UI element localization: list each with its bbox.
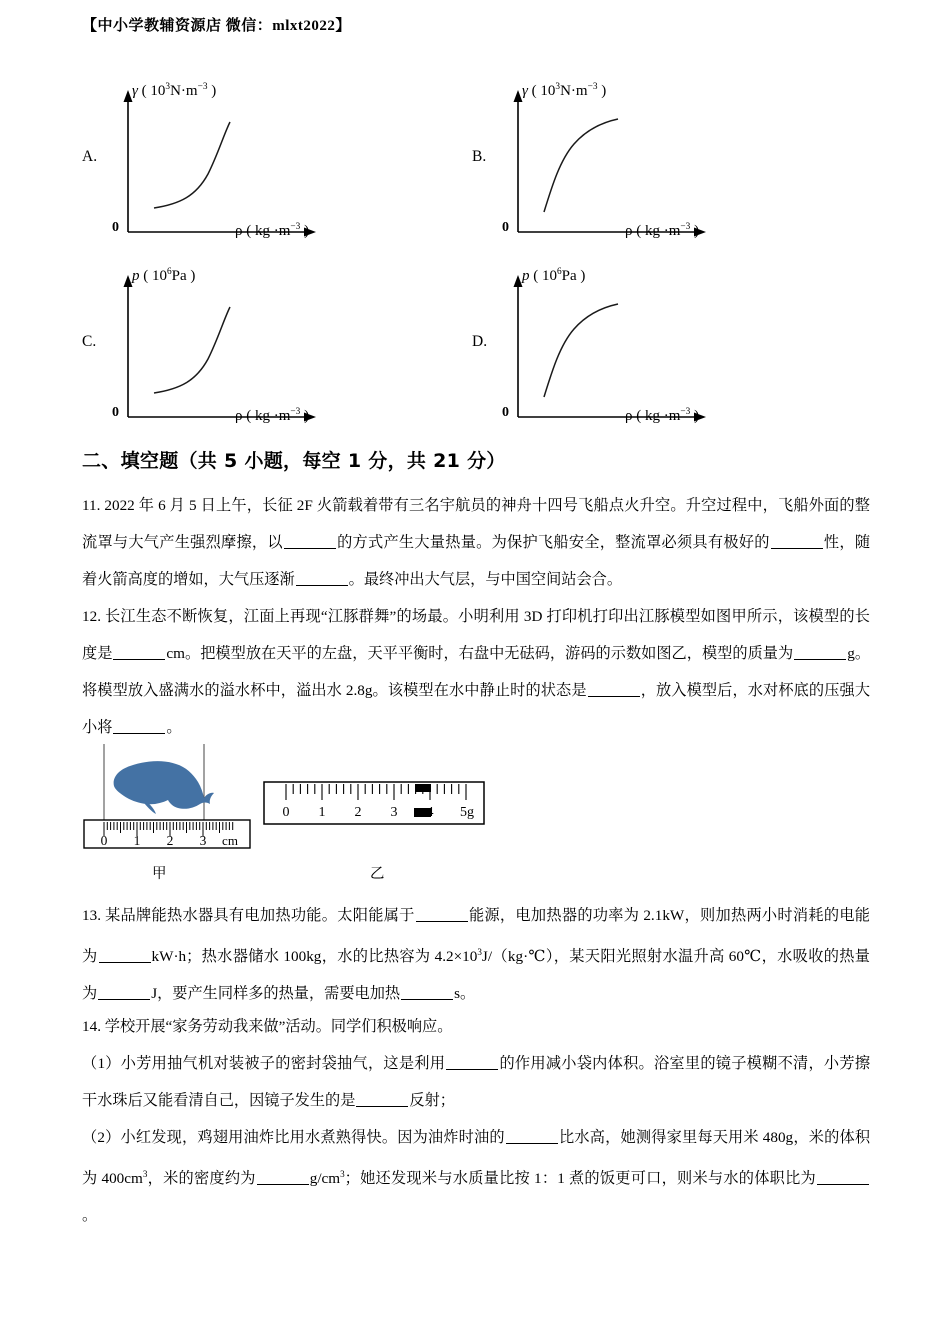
q14-sub2-part-e: ；她还发现米与水质量比按 1：1 煮的饭更可口，则米与水的体职比为 (344, 1170, 816, 1188)
question-14-stem (82, 1008, 870, 1045)
q12-part5: 。 (166, 719, 182, 736)
scale-body (264, 782, 484, 824)
x-axis-label-a: ρ ( kg $\cdot m^{-3}$ ) (235, 222, 310, 239)
scale-tick-label-4: 4 (426, 805, 434, 820)
question-11 (82, 487, 870, 598)
scale-rider-top (415, 784, 431, 792)
q13-sup-3: 3 (477, 947, 482, 957)
scale-tick-label-0: 0 (282, 805, 290, 820)
q11-blank-1[interactable] (284, 533, 336, 549)
q12-part2: cm。把模型放在天平的左盘，天平平衡时，右盘中无砝码，游码的示数如图乙，模型的质量为 (166, 645, 794, 662)
q14-sub2-part-c: ，米的密度约为 (147, 1170, 256, 1188)
scale-tick-label-1: 1 (318, 805, 326, 820)
figure-jia-caption: 甲 (152, 866, 167, 882)
scale-unit-label: 5g (460, 805, 474, 820)
q14-sub1-part-a: （1）小芳用抽气机对装被子的密封袋抽气，这是利用 (82, 1055, 446, 1072)
option-graph-d (472, 255, 832, 440)
y-axis-label-a: γ ( $10^3N\cdot m^{-3}$ ) (132, 82, 217, 99)
q14-sub2-blank-1[interactable] (506, 1128, 558, 1144)
q12-blank-2[interactable] (794, 644, 846, 660)
option-graph-b (472, 70, 832, 255)
q13-part2: 能源，电加热器的功率为 2.1kW，则加热两小时消耗的电能为 (82, 907, 870, 966)
x-axis-label-d: ρ ( kg $\cdot m^{-3}$ ) (625, 407, 700, 424)
q14-sub2-sup-2: 3 (340, 1169, 345, 1179)
q11-part1: 11. 2022 年 6 月 5 日上午，长征 2F 火箭载着带有三名宇航员的神舟十四号飞船点火升空。升空过程中，飞船外面的整流罩与大气产生强烈摩擦，以 (82, 497, 870, 551)
q13-blank-1[interactable] (416, 906, 468, 922)
origin-label-a: 0 (112, 220, 119, 235)
y-axis-label-d: p ( $10^6Pa$ ) (522, 267, 586, 284)
q14-sub2-part-d: g/cm (309, 1170, 341, 1188)
ruler-tick-label-0: 0 (100, 833, 108, 848)
origin-label-c: 0 (112, 405, 119, 420)
figure-jia-dolphin-ruler (82, 742, 262, 862)
question-14-sub1 (82, 1045, 870, 1119)
q11-part4: 。最终冲出大气层，与中国空间站会合。 (348, 571, 622, 588)
scale-tick-label-3: 3 (390, 805, 398, 820)
option-letter-b: B. (472, 148, 487, 165)
q11-part3: 性，随着火箭高度的增如，大气压逐渐 (82, 534, 871, 588)
q14-sub1-part-b: 的作用减小袋内体积。浴室里的镜子模糊不清，小芳擦干水珠后又能看清自己，因镜子发生的是 (82, 1055, 871, 1109)
q14-stem-text: 14. 学校开展“家务劳动我来做”活动。同学们积极响应。 (82, 1018, 453, 1035)
ruler-tick-label-2: 2 (166, 833, 174, 848)
q13-part3b: J/（kg·℃），某天阳光照射水温升高 60℃，水吸收的热量为 (82, 948, 870, 1003)
y-axis-label-b: γ ( $10^3N\cdot m^{-3}$ ) (522, 82, 607, 99)
axes-b (500, 82, 820, 252)
ruler-unit-label: cm (222, 833, 238, 848)
figure-yi-caption: 乙 (370, 866, 385, 882)
q12-blank-1[interactable] (113, 644, 165, 660)
q11-part2: 的方式产生大量热量。为保护飞船安全，整流罩必须具有极好的 (336, 534, 770, 551)
question-13 (82, 897, 870, 1012)
ruler-tick-label-1: 1 (133, 833, 141, 848)
q12-part1: 12. 长江生态不断恢复，江面上再现“江豚群舞”的场最。小明利用 3D 打印机打印出江豚模型如图甲所示，该模型的长度是 (82, 608, 870, 662)
q13-part4: J，要产生同样多的热量，需要电加热 (151, 985, 401, 1003)
scale-tick-label-2: 2 (354, 805, 362, 820)
x-axis-label-b: ρ ( kg $\cdot m^{-3}$ ) (625, 222, 700, 239)
origin-label-d: 0 (502, 405, 509, 420)
q13-part1: 13. 某品牌能热水器具有电加热功能。太阳能属于 (82, 907, 415, 924)
q12-blank-3[interactable] (588, 681, 640, 697)
section-heading: 二、填空题（共 5 小题，每空 1 分，共 21 分） (82, 450, 506, 472)
dolphin-silhouette (114, 761, 214, 809)
q14-sub1-blank-2[interactable] (356, 1091, 408, 1107)
question-12 (82, 598, 870, 746)
q13-blank-3[interactable] (98, 984, 150, 1000)
q14-sub1-part-c: 反射； (409, 1092, 455, 1109)
q11-blank-3[interactable] (296, 570, 348, 586)
origin-label-b: 0 (502, 220, 509, 235)
q14-sub2-sup-1: 3 (142, 1169, 148, 1179)
figure-yi-balance-scale (262, 778, 492, 838)
option-letter-a: A. (82, 148, 98, 165)
q13-blank-2[interactable] (99, 947, 151, 963)
q13-blank-4[interactable] (401, 984, 453, 1000)
q12-part4: ，放入模型后，水对杯底的压强大小将 (82, 682, 871, 736)
q14-sub1-blank-1[interactable] (446, 1054, 498, 1070)
option-graph-c (82, 255, 442, 440)
axes-d (500, 267, 820, 437)
q11-blank-2[interactable] (771, 533, 823, 549)
q13-part3: kW·h；热水器储水 100kg，水的比热容为 4.2×10 (151, 948, 478, 966)
option-letter-c: C. (82, 333, 97, 350)
q14-sub2-blank-2[interactable] (257, 1169, 309, 1185)
q14-sub2-part-a: （2）小红发现，鸡翅用油炸比用水煮熟得快。因为油炸时油的 (82, 1129, 505, 1146)
q12-part3: g。将模型放入盛满水的溢水杯中，溢出水 2.8g。该模型在水中静止时的状态是 (82, 645, 871, 699)
axes-c (110, 267, 430, 437)
q12-blank-4[interactable] (113, 718, 165, 734)
axes-a (110, 82, 430, 252)
ruler-tick-label-3: 3 (199, 833, 207, 848)
q14-sub2-part-b: 比水高，她测得家里每天用米 480g，米的体积为 400cm (82, 1129, 871, 1188)
option-graph-a (82, 70, 442, 255)
figure-group (82, 742, 522, 892)
q14-sub2-part-f: 。 (82, 1207, 98, 1225)
q14-sub2-blank-3[interactable] (817, 1169, 869, 1185)
watermark-text: 【中小学教辅资源店 微信：mlxt2022】 (82, 18, 351, 34)
option-letter-d: D. (472, 333, 488, 350)
y-axis-label-c: p ( $10^6Pa$ ) (132, 267, 196, 284)
question-14-sub2 (82, 1119, 870, 1234)
x-axis-label-c: ρ ( kg $\cdot m^{-3}$ ) (235, 407, 310, 424)
q13-part5: s。 (454, 985, 476, 1003)
